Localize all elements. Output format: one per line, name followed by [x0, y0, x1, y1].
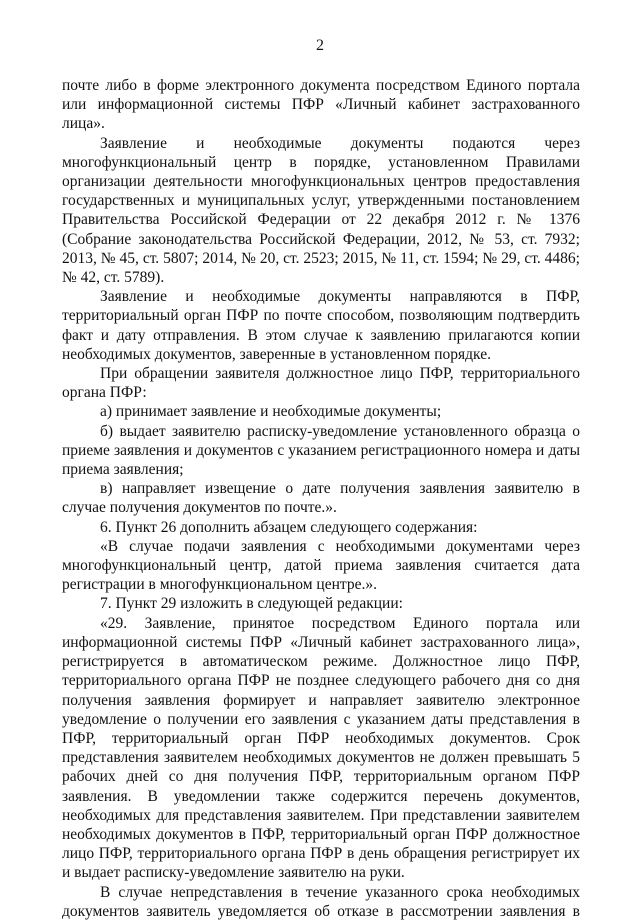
paragraph-mfc-submission: Заявление и необходимые документы подаются через многофункциональный центр в порядке, установленном Правилами организации деятельности многофункциональных центров предоставления государственных и муниципальных услуг, утвержденными постановлением Правительства Российской Федерации от 22 декабря 2012 г. № 1376 (Собрание законодательства Российской Федерации, 2012, № 53, ст. 7932; 2013, № 45, ст. 5807; 2014, № 20, ст. 2523; 2015, № 11, ст. 1594; № 29, ст. 4486; № 42, ст. 5789).	[62, 134, 580, 287]
paragraph-continuation: почте либо в форме электронного документа посредством Единого портала или информационной системы ПФР «Личный кабинет застрахованного лица».	[62, 77, 580, 133]
paragraph-non-submission: В случае непредставления в течение указанного срока необходимых документов заявитель уведомляется об отказе в рассмотрении заявления в	[62, 883, 580, 920]
list-item-b: б) выдает заявителю расписку-уведомление установленного образца о приеме заявления и документов с указанием регистрационного номера и даты приема заявления;	[62, 422, 580, 479]
list-item-v: в) направляет извещение о дате получения заявления заявителю в случае получения документов по почте.».	[62, 480, 580, 517]
paragraph-official-duties-intro: При обращении заявителя должностное лицо ПФР, территориального органа ПФР:	[62, 365, 580, 402]
page-number: 2	[316, 37, 324, 54]
list-item-a: а) принимает заявление и необходимые документы;	[100, 403, 442, 421]
amendment-item-7: 7. Пункт 29 изложить в следующей редакции:	[100, 595, 403, 613]
document-body	[62, 76, 580, 921]
amendment-item-6: 6. Пункт 26 дополнить абзацем следующего содержания:	[100, 518, 478, 536]
paragraph-mail-submission: Заявление и необходимые документы направляются в ПФР, территориальный орган ПФР по почте способом, позволяющим подтвердить факт и дату отправления. В этом случае к заявлению прилагаются копии необходимых документов, заверенные в установленном порядке.	[62, 288, 580, 363]
paragraph-quoted-mfc-date: «В случае подачи заявления с необходимыми документами через многофункциональный центр, датой приема заявления считается дата регистрации в многофункциональном центре.».	[62, 537, 580, 594]
paragraph-point-29: «29. Заявление, принятое посредством Единого портала или информационной системы ПФР «Личный кабинет застрахованного лица», регистрируется в автоматическом режиме. Должностное лицо ПФР, территориального органа ПФР не позднее следующего рабочего дня со дня получения заявления формирует и направляет заявителю электронное уведомление о получении его заявления с указанием даты представления в ПФР, территориальный орган ПФР необходимых документов. Срок представления заявителем необходимых документов не должен превышать 5 рабочих дней со дня получения ПФР, территориальным органом ПФР заявления. В уведомлении также содержится перечень документов, необходимых для представления заявителем. При представлении заявителем необходимых документов в ПФР, территориальный орган ПФР должностное лицо ПФР, территориального органа ПФР в день обращения регистрирует их и выдает расписку-уведомление заявителю на руки.	[62, 614, 580, 882]
